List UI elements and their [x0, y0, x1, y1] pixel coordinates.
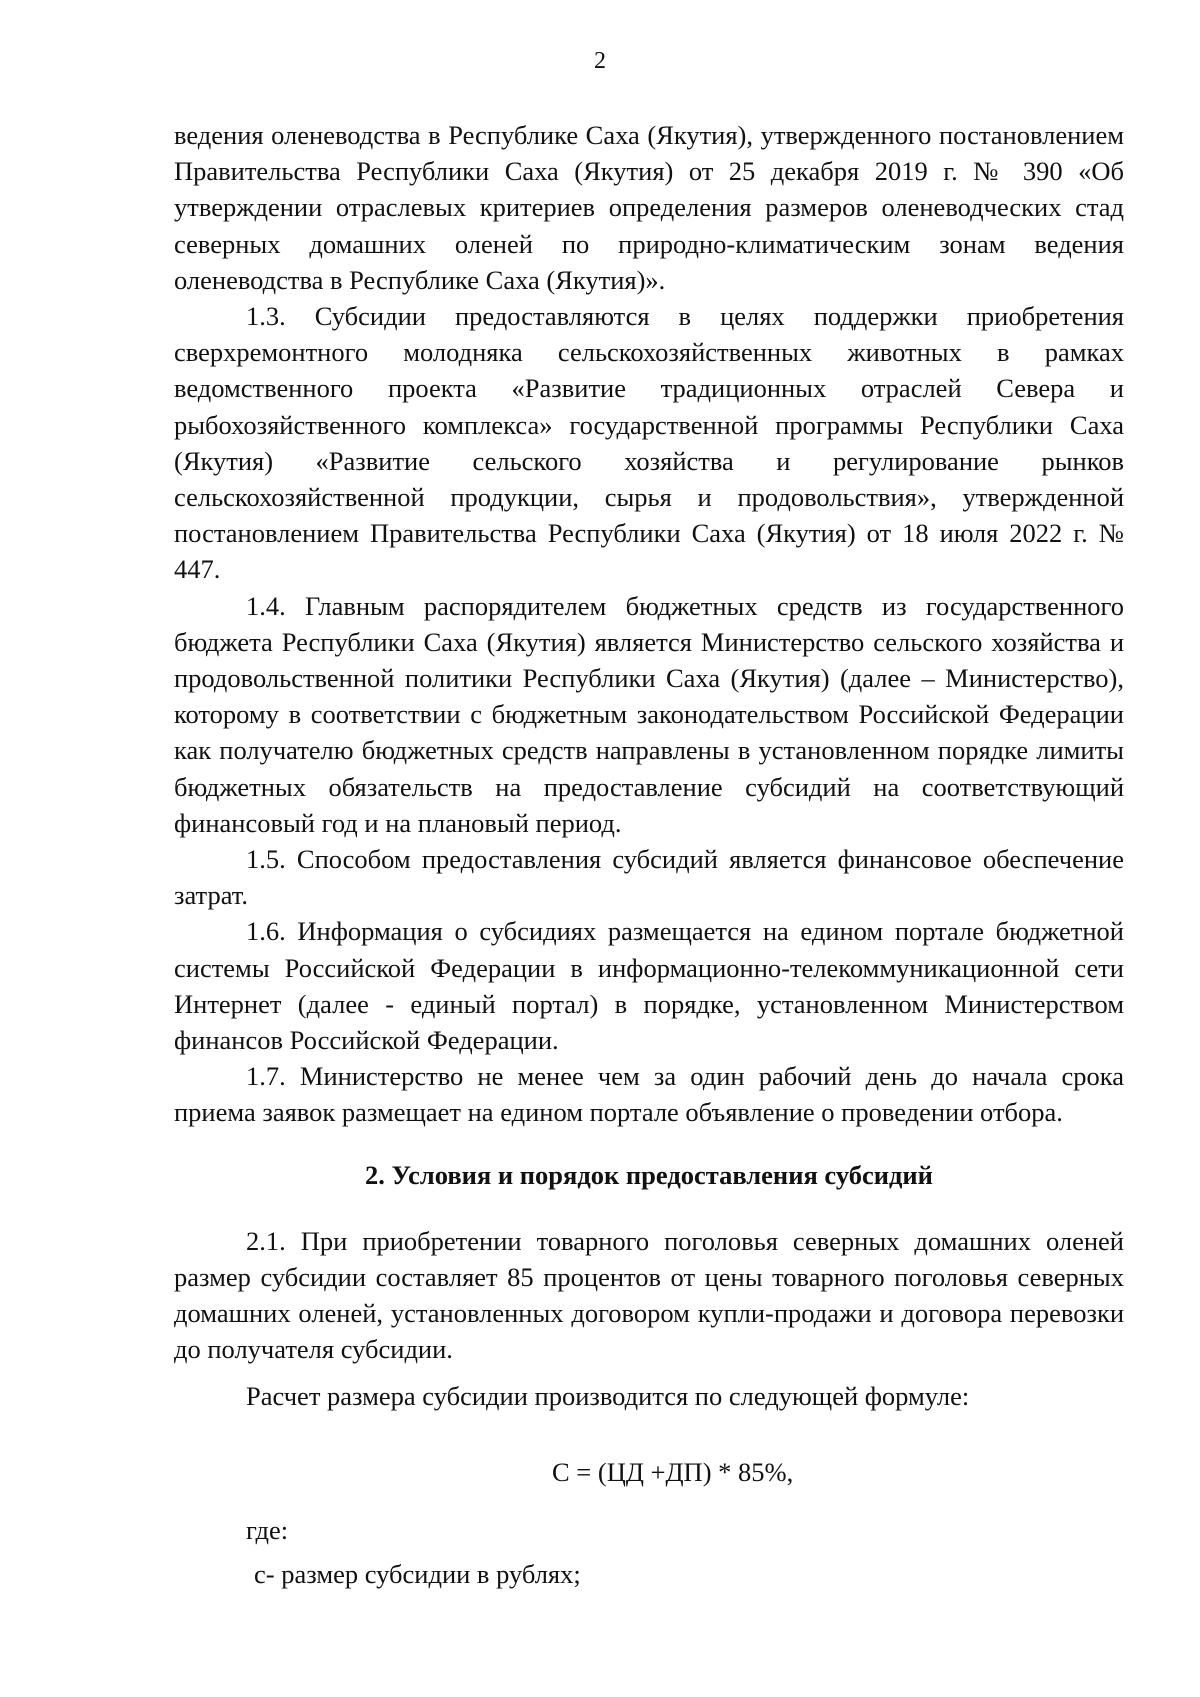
paragraph-1-5: 1.5. Способом предоставления субсидий является финансовое обеспечение затрат. — [174, 844, 1124, 911]
paragraph-1-6: 1.6. Информация о субсидиях размещается на едином портале бюджетной системы Российской Федерации в информационно-телекоммуникационной сети Интернет (далее - единый портал) в порядке, установленном Министерством финансов Российской Федерации. — [174, 916, 1124, 1056]
formula-intro: Расчет размера субсидии производится по следующей формуле: — [246, 1380, 970, 1411]
definition-c: с- размер субсидии в рублях; — [254, 1558, 581, 1589]
page-number: 2 — [594, 48, 606, 74]
document-body — [174, 117, 1124, 1592]
paragraph-1-7: 1.7. Министерство не менее чем за один рабочий день до начала срока приема заявок размещает на едином портале объявление о проведении отбора. — [174, 1061, 1124, 1128]
paragraph-2-1: 2.1. При приобретении товарного поголовья северных домашних оленей размер субсидии составляет 85 процентов от цены товарного поголовья северных домашних оленей, установленных договором купли-продажи и договора перевозки до получателя субсидии. — [174, 1225, 1124, 1365]
paragraph-1-3: 1.3. Субсидии предоставляются в целях поддержки приобретения сверхремонтного молодняка сельскохозяйственных животных в рамках ведомственного проекта «Развитие традиционных отраслей Севера и рыбохозяйственного комплекса» государственной программы Республики Саха (Якутия) «Развитие сельского хозяйства и регулирование рынков сельскохозяйственной продукции, сырья и продовольствия», утвержденной постановлением Правительства Республики Саха (Якутия) от 18 июля 2022 г. № 447. — [174, 301, 1124, 585]
paragraph-continuation: ведения оленеводства в Республике Саха (Якутия), утвержденного постановлением Правительства Республики Саха (Якутия) от 25 декабря 2019 г. № 390 «Об утверждении отраслевых критериев определения размеров оленеводческих стад северных домашних оленей по природно-климатическим зонам ведения оленеводства в Республике Саха (Якутия)». — [174, 120, 1124, 295]
where-label: где: — [246, 1514, 289, 1545]
section-2-heading: 2. Условия и порядок предоставления субсидий — [365, 1159, 933, 1190]
paragraph-1-4: 1.4. Главным распорядителем бюджетных средств из государственного бюджета Республики Саха (Якутия) является Министерство сельского хозяйства и продовольственной политики Республики Саха (Якутия) (далее – Министерство), которому в соответствии с бюджетным законодательством Российской Федерации как получателю бюджетных средств направлены в установленном порядке лимиты бюджетных обязательств на предоставление субсидий на соответствующий финансовый год и на плановый период. — [174, 590, 1124, 838]
subsidy-formula: С = (ЦД +ДП) * 85%, — [552, 1456, 794, 1487]
